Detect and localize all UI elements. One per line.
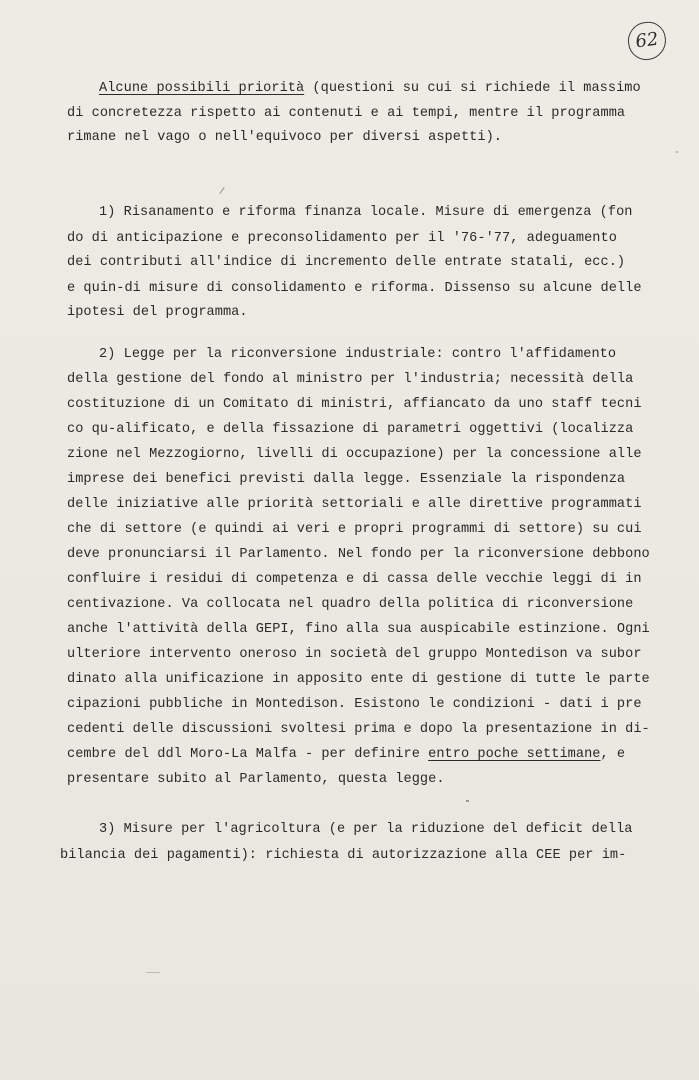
section-2-line: presentare subito al Parlamento, questa legge.	[67, 772, 445, 787]
section-2-line: anche l'attività della GEPI, fino alla sua auspicabile estinzione. Ogni	[67, 622, 650, 637]
intro-line-2: di concretezza rispetto ai contenuti e ai tempi, mentre il programma	[67, 106, 626, 121]
section-2-line: dinato alla unificazione in apposito ente di gestione di tutte le parte	[67, 672, 650, 687]
section-2-line: della gestione del fondo al ministro per l'industria; necessità della	[67, 372, 634, 387]
scan-speck	[146, 972, 160, 973]
intro-line-3: rimane nel vago o nell'equivoco per diversi aspetti).	[67, 130, 503, 145]
section-2-line: confluire i residui di competenza e di cassa delle vecchie leggi di in	[67, 572, 642, 587]
section-2-line: costituzione di un Comitato di ministri, affiancato da uno staff tecni	[67, 397, 642, 412]
section-2-line: delle iniziative alle priorità settoriali e alle direttive programmati	[67, 497, 642, 512]
section-2-line: cedenti delle discussioni svoltesi prima e dopo la presentazione in di-	[67, 722, 650, 737]
section-2-line: ulteriore intervento oneroso in società del gruppo Montedison va subor	[67, 647, 642, 662]
section-1-line: do di anticipazione e preconsolidamento per il '76-'77, adeguamento	[67, 231, 617, 246]
section-3-line: 3) Misure per l'agricoltura (e per la riduzione del deficit della	[99, 822, 633, 837]
scan-speck	[219, 187, 224, 194]
section-2-line: cipazioni pubbliche in Montedison. Esistono le condizioni - dati i pre	[67, 697, 642, 712]
section-1-line: dei contributi all'indice di incremento delle entrate statali, ecc.)	[67, 255, 626, 270]
section-2-line: co qu-alificato, e della fissazione di parametri oggettivi (localizza	[67, 422, 634, 437]
scan-speck	[466, 800, 469, 802]
section-2-line: zione nel Mezzogiorno, livelli di occupazione) per la concessione alle	[67, 447, 642, 462]
page-number: 62	[626, 20, 669, 63]
priorities-heading: Alcune possibili priorità	[99, 81, 305, 96]
section-1-line: ipotesi del programma.	[67, 305, 248, 320]
section-3-line: bilancia dei pagamenti): richiesta di autorizzazione alla CEE per im-	[60, 848, 627, 863]
section-1-line: 1) Risanamento e riforma finanza locale. Misure di emergenza (fon	[99, 205, 633, 220]
section-2-line: centivazione. Va collocata nel quadro della politica di riconversione	[67, 597, 634, 612]
deadline-phrase: entro poche settimane	[428, 747, 601, 762]
section-2-line: deve pronunciarsi il Parlamento. Nel fondo per la riconversione debbono	[67, 547, 650, 562]
section-2-line: imprese dei benefici previsti dalla legge. Essenziale la rispondenza	[67, 472, 626, 487]
section-2-line-underlined: cembre del ddl Moro-La Malfa - per definire entro poche settimane, e	[67, 747, 626, 762]
section-2-line: che di settore (e quindi ai veri e propri programmi di settore) su cui	[67, 522, 642, 537]
intro-line-1: Alcune possibili priorità (questioni su cui si richiede il massimo	[99, 81, 641, 96]
scan-speck	[676, 151, 678, 153]
section-1-line: e quin-di misure di consolidamento e riforma. Dissenso su alcune delle	[67, 281, 642, 296]
section-2-line: 2) Legge per la riconversione industriale: contro l'affidamento	[99, 347, 617, 362]
